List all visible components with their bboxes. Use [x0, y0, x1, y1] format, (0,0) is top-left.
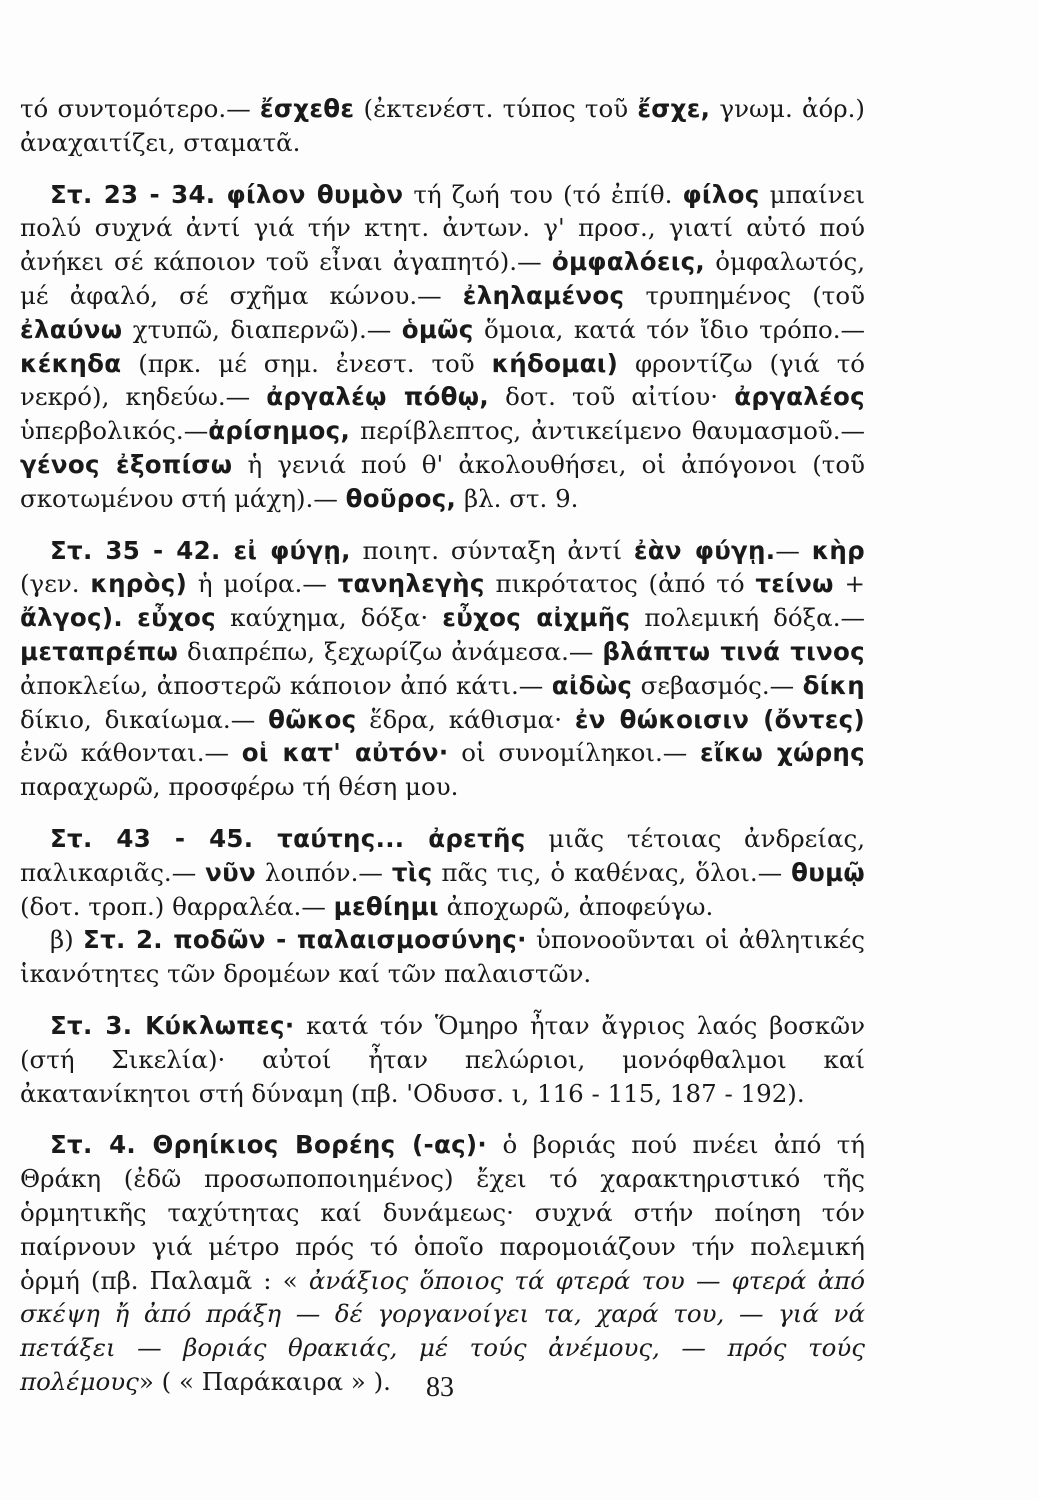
text-run: πικρότατος (ἀπό τό	[484, 569, 756, 599]
text-run: καύχημα, δόξα·	[215, 603, 443, 633]
bold-term: τὶς	[391, 857, 433, 887]
bold-term: εὖχος αἰχμῆς	[442, 603, 631, 633]
bold-term: εὖχος	[137, 603, 216, 633]
text-run: ὑπονοοῦνται οἱ ἀθλητικές ἱκανότητες τῶν δρομέων καί τῶν παλαιστῶν.	[20, 925, 865, 989]
bold-term: θυμῷ	[791, 857, 865, 887]
text-run: ὅμοια, κατά τόν ἴδιο τρόπο.—	[473, 314, 866, 344]
text-run: ἀποχωρῶ, ἀποφεύγω.	[438, 891, 714, 921]
paragraph-verses-23-34	[20, 178, 865, 516]
bold-term: ἄλγος).	[20, 603, 123, 633]
bold-term: κέκηδα	[20, 348, 122, 378]
bold-term: Στ. 3. Κύκλωπες·	[50, 1010, 295, 1040]
bold-term: αἰδὼς	[551, 670, 633, 700]
text-run: (ἐκτενέστ. τύπος τοῦ	[354, 94, 638, 123]
bold-term: γένος ἐξοπίσω	[20, 449, 233, 479]
bold-term: τείνω	[755, 569, 834, 599]
text-run: γνωμ. ἀόρ.) ἀναχαιτίζει, σταματᾶ.	[20, 94, 865, 157]
text-run: κατά τόν Ὅμηρο ἦταν ἄγριος λαός βοσκῶν (στή Σικελία)· αὐτοί ἦταν πελώριοι, μονόφθαλμοι καί ἀκατανίκητοι στή δύναμη (πβ. 'Οδυσσ. ι, 116 - 115, 187 - 192).	[20, 1010, 865, 1108]
bold-term: ἔσχεθε	[259, 94, 355, 123]
bold-term: ὀμφαλόεις,	[551, 247, 706, 277]
paragraph-verse-3	[20, 1009, 865, 1110]
bold-term: τανηλεγὴς	[337, 569, 485, 599]
text-run: χτυπῶ, διαπερνῶ).—	[122, 314, 402, 344]
bold-term: οἱ κατ' αὐτόν·	[241, 738, 449, 768]
text-run: (πρκ. μέ σημ. ἐνεστ. τοῦ	[121, 348, 492, 378]
text-run: φροντίζω (γιά τό νεκρό), κηδεύω.—	[20, 348, 866, 412]
text-run: ἐνῶ κάθονται.—	[20, 738, 242, 768]
bold-term: βλάπτω τινά τινος	[602, 636, 865, 666]
bold-term: θῶκος	[268, 704, 357, 734]
text-run: ἕδρα, κάθισμα·	[356, 704, 575, 734]
bold-term: Στ. 23 - 34. φίλον θυμὸν	[50, 179, 404, 209]
text-run: περίβλεπτος, ἀντικείμενο θαυμασμοῦ.—	[350, 416, 865, 446]
text-run: τρυπημένος (τοῦ	[624, 280, 865, 310]
text-run	[123, 603, 137, 632]
page-number: 83	[426, 1372, 454, 1403]
bold-term: ἀργαλέος	[734, 382, 866, 412]
bold-term: θοῦρος,	[345, 483, 457, 513]
text-run: (γεν.	[20, 569, 91, 599]
text-run: δοτ. τοῦ αἰτίου·	[488, 382, 735, 412]
paragraph-section-b-verse-2	[20, 923, 865, 991]
text-run: β)	[50, 925, 84, 955]
text-run: σεβασμός.—	[632, 670, 803, 700]
bold-term: Στ. 35 - 42. εἰ φύγῃ,	[50, 535, 351, 565]
bold-term: φίλος	[682, 179, 760, 209]
text-run: ἡ γενιά πού θ' ἀκολουθήσει, οἱ ἀπόγονοι (τοῦ σκοτωμένου στή μάχη).—	[20, 449, 866, 513]
bold-term: κὴρ	[811, 535, 865, 565]
text-run: διαπρέπω, ξεχωρίζω ἀνάμεσα.—	[178, 636, 603, 666]
text-run: ὁ βοριάς πού πνέει ἀπό τή Θράκη (ἐδῶ προσωποποιημένος) ἔχει τό χαρακτηριστικό τῆς ὁρμητικῆς ταχύτητας καί δυνάμεως· συχνά στήν ποίηση τόν παίρνουν γιά μέτρο πρός τό ὁποῖο παρομοιάζουν τήν πολεμική ὁρμή (πβ. Παλαμᾶ : «	[20, 1130, 865, 1295]
text-run: οἱ συνομίληκοι.—	[448, 738, 701, 768]
text-run: ποιητ. σύνταξη ἀντί	[350, 535, 634, 565]
bold-term: μεθίημι	[333, 891, 439, 921]
text-run: ἀποκλείω, ἀποστερῶ κάποιον ἀπό κάτι.—	[20, 670, 552, 700]
bold-term: ἐλαύνω	[20, 314, 123, 344]
text-run: λοιπόν.—	[255, 857, 392, 887]
paragraph-intro	[20, 92, 865, 160]
text-run: τή ζωή του (τό ἐπίθ.	[403, 179, 683, 209]
text-run: ὀμφαλωτός, μέ ἀφαλό, σέ σχῆμα κώνου.—	[20, 247, 865, 310]
paragraph-verse-4	[20, 1128, 865, 1398]
bold-term: Στ. 4. Θρηίκιος Βορέης (-ας)·	[50, 1130, 488, 1160]
bold-term: ἐν θώκοισιν (ὄντες)	[574, 704, 865, 734]
bold-term: ἔσχε,	[637, 94, 711, 123]
bold-term: εἴκω χώρης	[700, 738, 865, 768]
italic-quote: ἀνάξιος ὅποιος τά φτερά του — φτερά ἀπό σκέψη ἤ ἀπό πράξη — δέ γοργανοίγει τα, χαρά του, — γιά νά πετάξει — βοριάς θρακιάς, μέ τούς ἀνέμους, — πρός τούς πολέμους	[20, 1265, 865, 1396]
bold-term: ἀρίσημος,	[208, 416, 351, 446]
bold-term: ἀργαλέῳ πόθῳ,	[266, 382, 489, 412]
bold-term: νῦν	[205, 857, 256, 887]
text-run: μιᾶς τέτοιας ἀνδρείας, παλικαριᾶς.—	[20, 823, 865, 887]
bold-term: ἐὰν φύγῃ.	[633, 535, 776, 565]
bold-term: κήδομαι)	[491, 348, 619, 378]
text-run: παραχωρῶ, προσφέρω τή θέση μου.	[20, 772, 459, 802]
text-run: τό συντομότερο.—	[20, 94, 260, 123]
text-run: βλ. στ. 9.	[456, 483, 579, 513]
paragraph-verses-43-45	[20, 822, 865, 923]
bold-term: δίκη	[802, 670, 865, 700]
text-run: (δοτ. τροπ.) θαρραλέα.—	[20, 891, 334, 921]
bold-term: Στ. 2. ποδῶν - παλαισμοσύνης·	[83, 925, 527, 955]
text-run: » ( « Παράκαιρα » ).	[138, 1366, 391, 1396]
text-run: ἡ μοίρα.—	[187, 569, 338, 599]
text-run: —	[775, 535, 812, 565]
text-run: πολεμική δόξα.—	[630, 603, 865, 633]
text-run: δίκιο, δικαίωμα.—	[20, 704, 269, 734]
text-run: +	[833, 569, 865, 599]
text-run: ὑπερβολικός.—	[20, 416, 209, 446]
bold-term: μεταπρέπω	[20, 636, 179, 666]
bold-term: ὁμῶς	[401, 314, 474, 344]
bold-term: κηρὸς)	[90, 569, 188, 599]
commentary-text	[20, 92, 865, 1399]
text-run: πᾶς τις, ὁ καθένας, ὅλοι.—	[432, 857, 792, 887]
bold-term: Στ. 43 - 45. ταύτης... ἀρετῆς	[50, 823, 526, 853]
paragraph-verses-35-42	[20, 534, 865, 804]
text-run: μπαίνει πολύ συχνά ἀντί γιά τήν κτητ. ἀντων. γ' προσ., γιατί αὐτό πού ἀνήκει σέ κάποιον τοῦ εἶναι ἀγαπητό).—	[20, 179, 865, 277]
bold-term: ἐληλαμένος	[462, 280, 625, 310]
